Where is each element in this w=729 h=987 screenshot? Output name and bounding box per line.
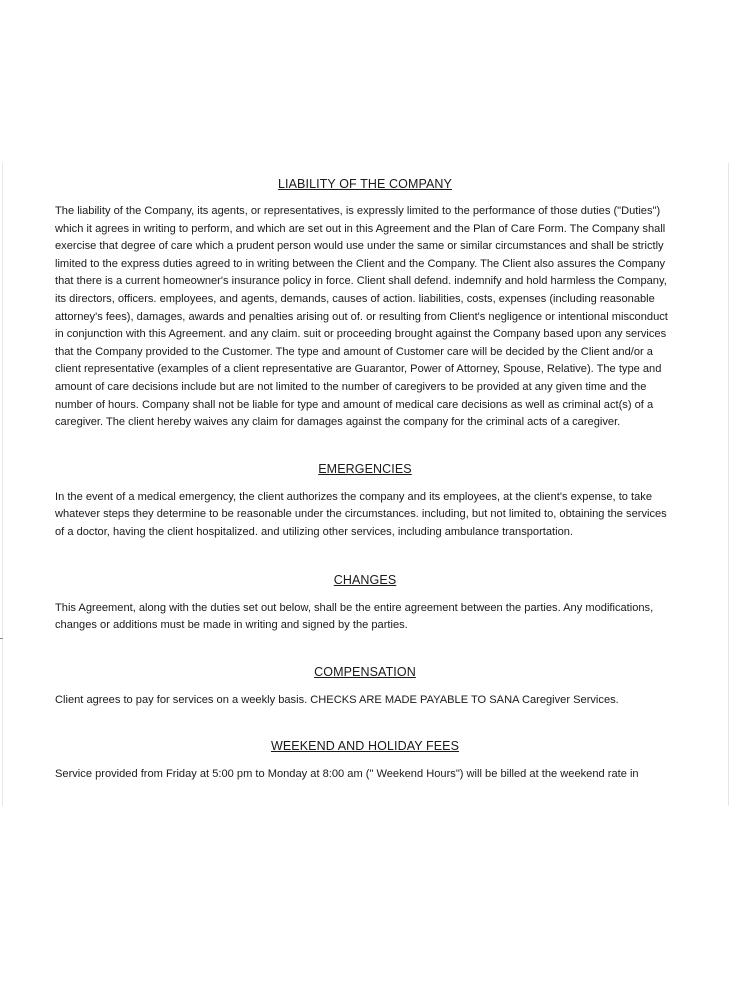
document-page [2,163,729,806]
section-body-changes: This Agreement, along with the duties set out below, shall be the entire agreement between the parties. Any modifications, changes or additions must be made in writing and signed by the parties. [55,601,654,632]
section-heading-emergencies: EMERGENCIES [318,461,412,476]
document-content [55,175,675,784]
section-heading-liability: LIABILITY OF THE COMPANY [278,177,452,191]
page-edge-mark [0,638,3,639]
section-body-compensation: Client agrees to pay for services on a weekly basis. CHECKS ARE MADE PAYABLE TO SANA Caregiver Services. [55,693,619,706]
section-heading-weekend-holiday-fees: WEEKEND AND HOLIDAY FEES [270,739,460,754]
section-heading-compensation: COMPENSATION [314,664,416,679]
section-body-emergencies: In the event of a medical emergency, the client authorizes the company and its employees, at the client's expense, to take whatever steps they determine to be reasonable under the circumstances. including, but not limited to, obtaining the services of a doctor, having the client hospitalized. and utilizing other services, including ambulance transportation. [55,490,667,538]
section-heading-changes: CHANGES [333,572,397,587]
section-body-weekend-holiday-fees: Service provided from Friday at 5:00 pm to Monday at 8:00 am (" Weekend Hours") will be billed at the weekend rate in [55,768,639,781]
section-body-liability: The liability of the Company, its agents, or representatives, is expressly limited to the performance of those duties ("Duties") which it agrees in writing to perform, and which are set out in this Agreement and the Plan of Care Form. The Company shall exercise that degree of care which a prudent person would use under the same or similar circumstances and shall be strictly limited to the express duties agreed to in writing between the Client and the Company. The Client also assures the Company that there is a current homeowner's insurance policy in force. Client shall defend. indemnify and hold harmless the Company, its directors, officers. employees, and agents, demands, causes of action. liabilities, costs, expenses (including reasonable attorney's fees), damages, awards and penalties arising out of. or resulting from Client's negligence or intentional misconduct in conjunction with this Agreement. and any claim. suit or proceeding brought against the Company based upon any services that the Company provided to the Customer. The type and amount of Customer care will be decided by the Client and/or a client representative (examples of a client representative are Guarantor, Power of Attorney, Spouse, Relative). The type and amount of care decisions include but are not limited to the number of caregivers to be provided at any given time and the number of hours. Company shall not be liable for type and amount of medical care decisions as well as criminal act(s) of a caregiver. The client hereby waives any claim for damages against the company for the criminal acts of a caregiver. [55,205,668,429]
